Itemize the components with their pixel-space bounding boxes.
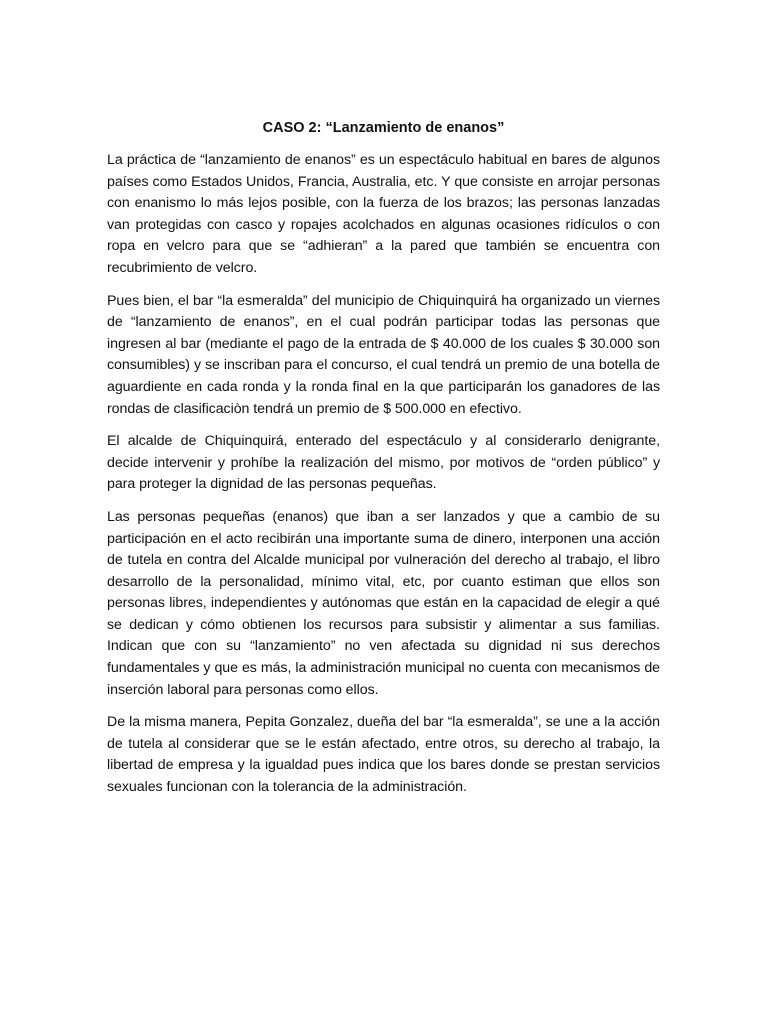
paragraph-intro: La práctica de “lanzamiento de enanos” es un espectáculo habitual en bares de algunos países como Estados Unidos, Francia, Australia, etc. Y que consiste en arrojar personas con enanismo lo más lejos posible, con la fuerza de los brazos; las personas lanzadas van protegidas con casco y ropajes acolchados en algunas ocasiones ridículos o con ropa en velcro para que se “adhieran” a la pared que también se encuentra con recubrimiento de velcro. <box>107 152 660 276</box>
paragraph-tutela-claim: Las personas pequeñas (enanos) que iban a ser lanzados y que a cambio de su participación en el acto recibirán una importante suma de dinero, interponen una acción de tutela en contra del Alcalde municipal por vulneración del derecho al trabajo, el libro desarrollo de la personalidad, mínimo vital, etc, por cuanto estiman que ellos son personas libres, independientes y autónomas que están en la capacidad de elegir a qué se dedican y cómo obtienen los recursos para subsistir y alimentar a sus familias. Indican que con su “lanzamiento” no ven afectada su dignidad ni sus derechos fundamentales y que es más, la administración municipal no cuenta con mecanismos de inserción laboral para personas como ellos. <box>107 508 660 698</box>
document-body <box>107 118 660 810</box>
paragraph-owner-claim: De la misma manera, Pepita Gonzalez, dueña del bar “la esmeralda”, se une a la acción de tutela al considerar que se le están afectado, entre otros, su derecho al trabajo, la libertad de empresa y la igualdad pues indica que los bares donde se prestan servicios sexuales funcionan con la tolerancia de la administración. <box>107 714 660 796</box>
document-title: CASO 2: “Lanzamiento de enanos” <box>262 120 505 136</box>
paragraph-mayor-decision: El alcalde de Chiquinquirá, enterado del espectáculo y al considerarlo denigrante, decide intervenir y prohíbe la realización del mismo, por motivos de “orden público” y para proteger la dignidad de las personas pequeñas. <box>107 433 660 493</box>
paragraph-bar-event: Pues bien, el bar “la esmeralda” del municipio de Chiquinquirá ha organizado un viernes de “lanzamiento de enanos”, en el cual podrán participar todas las personas que ingresen al bar (mediante el pago de la entrada de $ 40.000 de los cuales $ 30.000 son consumibles) y se inscriban para el concurso, el cual tendrá un premio de una botella de aguardiente en cada ronda y la ronda final en la que participarán los ganadores de las rondas de clasificaciòn tendrá un premio de $ 500.000 en efectivo. <box>107 292 660 417</box>
